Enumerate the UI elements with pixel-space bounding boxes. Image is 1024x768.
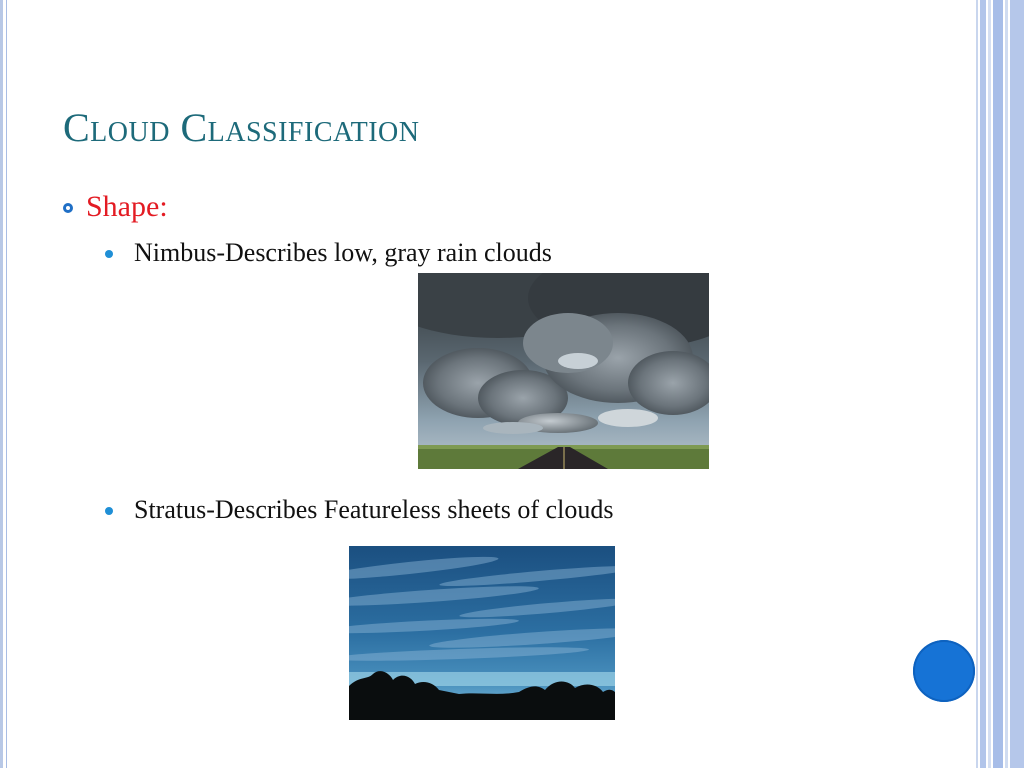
nimbus-cloud-photo — [418, 273, 709, 469]
right-stripe — [980, 0, 986, 768]
bullet-level1 — [63, 189, 168, 225]
right-stripe — [1005, 0, 1008, 768]
left-border-bar — [0, 0, 3, 768]
stratus-cloud-photo — [349, 546, 615, 720]
right-stripe — [993, 0, 1003, 768]
dot-bullet-icon — [105, 507, 113, 515]
right-stripe — [1010, 0, 1024, 768]
bullet-stratus-text: Stratus-Describes Featureless sheets of clouds — [134, 495, 614, 524]
circle-icon — [913, 640, 975, 702]
left-border-line — [6, 0, 7, 768]
bullet-level1-text: Shape: — [86, 190, 168, 223]
slide-title: Cloud Classification — [63, 105, 420, 150]
ring-bullet-icon — [63, 203, 73, 213]
bullet-nimbus — [105, 237, 552, 268]
bullet-stratus — [105, 494, 613, 525]
dot-bullet-icon — [105, 250, 113, 258]
right-stripe — [976, 0, 978, 768]
bullet-nimbus-text: Nimbus-Describes low, gray rain clouds — [134, 238, 552, 267]
right-stripe — [988, 0, 991, 768]
